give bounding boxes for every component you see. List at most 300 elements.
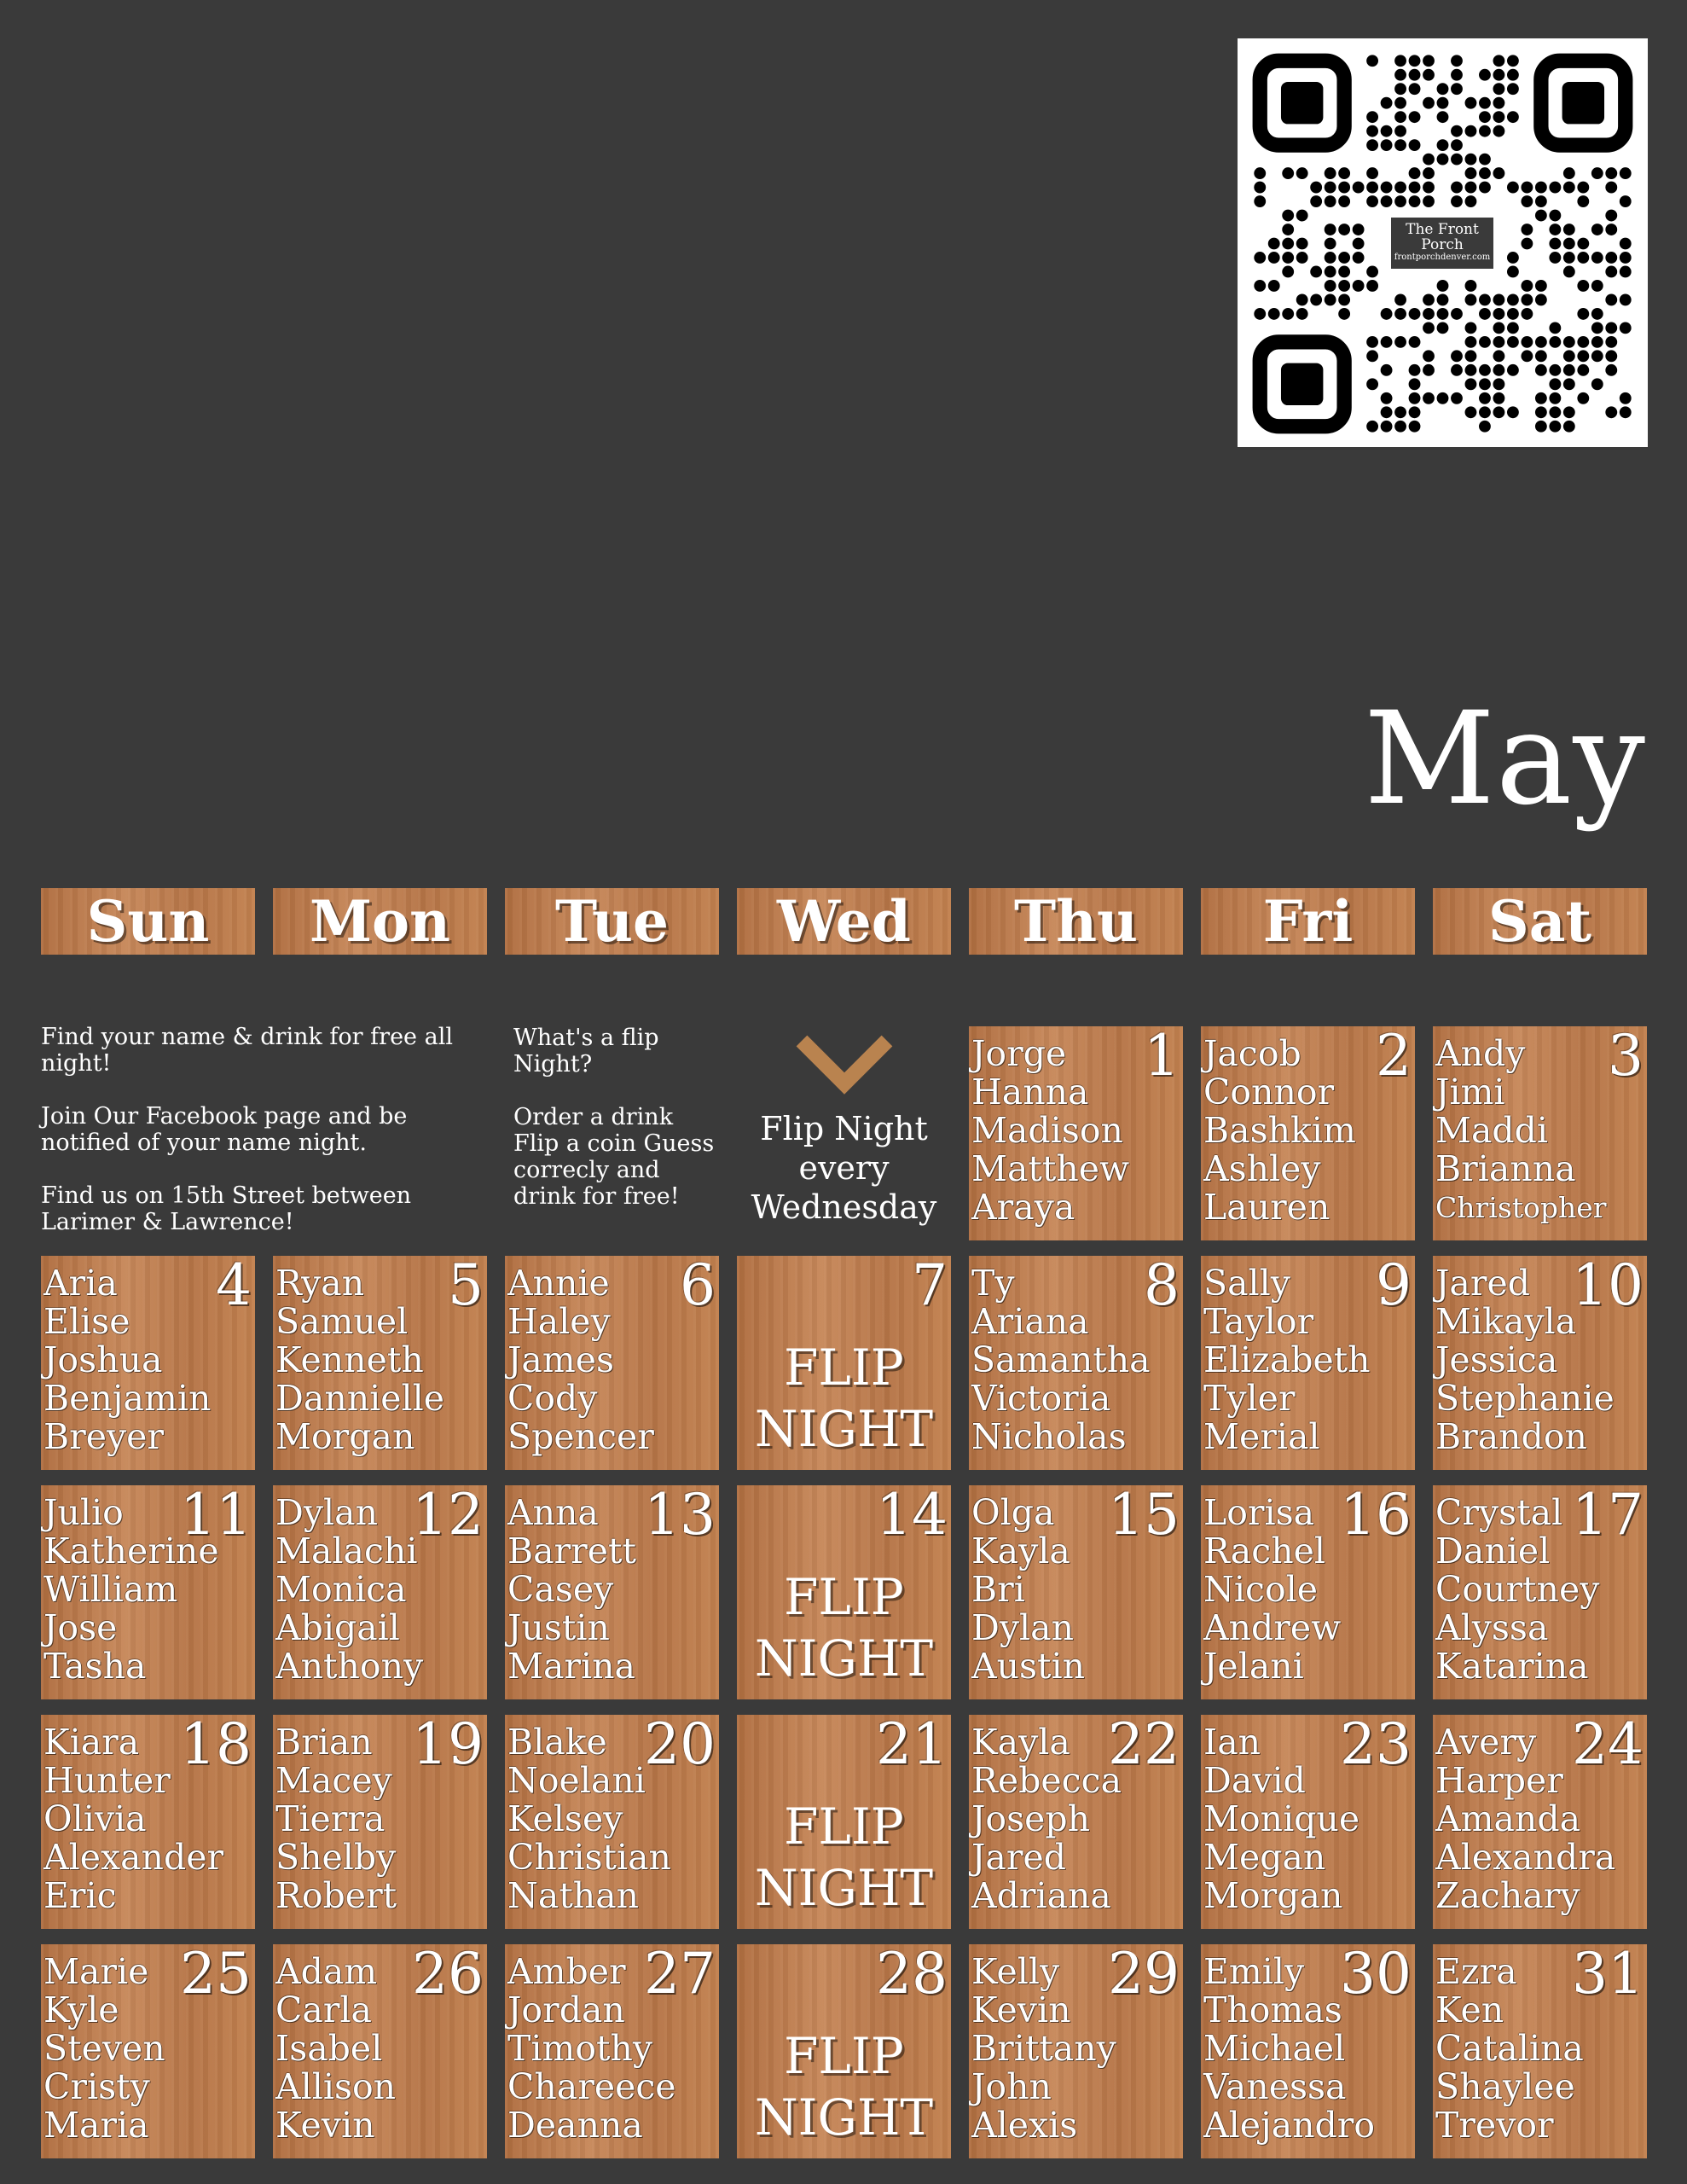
qr-module	[1535, 280, 1547, 292]
qr-module	[1451, 154, 1463, 166]
qr-module	[1493, 406, 1505, 418]
qr-module	[1479, 378, 1491, 390]
qr-module	[1338, 252, 1350, 264]
name-list	[275, 1723, 397, 1915]
qr-module	[1409, 378, 1421, 390]
qr-module	[1465, 364, 1477, 376]
qr-module	[1521, 280, 1533, 292]
name-list	[1435, 1494, 1599, 1686]
name-item: Marie	[43, 1951, 149, 1992]
name-item: Dylan	[275, 1492, 378, 1533]
qr-module	[1577, 238, 1589, 250]
qr-module	[1325, 252, 1336, 264]
qr-module	[1620, 238, 1632, 250]
name-item: Kayla	[971, 1722, 1070, 1763]
qr-module	[1535, 195, 1547, 207]
name-item: Kelsey	[507, 1798, 623, 1839]
qr-module	[1338, 308, 1350, 320]
qr-module	[1394, 336, 1406, 348]
name-item: Maddi	[1435, 1110, 1549, 1151]
qr-module	[1493, 69, 1505, 81]
name-item: Jessica	[1435, 1339, 1558, 1380]
qr-module	[1591, 378, 1603, 390]
qr-module	[1493, 378, 1505, 390]
qr-module	[1465, 294, 1477, 306]
qr-module	[1381, 308, 1393, 320]
flip-night-word: NIGHT	[754, 2088, 934, 2146]
name-item: Austin	[971, 1646, 1086, 1687]
qr-module	[1535, 336, 1547, 348]
qr-module	[1409, 139, 1421, 151]
name-item: Tierra	[275, 1798, 386, 1839]
qr-module	[1563, 182, 1575, 194]
name-item: Timothy	[507, 2028, 653, 2069]
qr-module	[1338, 280, 1350, 292]
qr-module	[1521, 195, 1533, 207]
name-item: Hunter	[43, 1760, 171, 1801]
qr-module	[1353, 252, 1365, 264]
name-item: Thomas	[1203, 1989, 1342, 2030]
qr-module	[1451, 364, 1463, 376]
qr-module	[1423, 195, 1435, 207]
info-free-drink: Find your name & drink for free all night!	[41, 1024, 453, 1077]
qr-module	[1437, 294, 1449, 306]
qr-module	[1465, 125, 1477, 137]
day-number: 23	[1340, 1715, 1412, 1777]
qr-module	[1577, 392, 1589, 404]
qr-module	[1338, 182, 1350, 194]
qr-module	[1465, 378, 1477, 390]
qr-module	[1535, 182, 1547, 194]
qr-module	[1423, 167, 1435, 179]
name-item: Jorge	[971, 1033, 1067, 1074]
qr-module	[1605, 406, 1617, 418]
qr-module	[1366, 378, 1378, 390]
day-cell-25	[41, 1944, 255, 2158]
name-item: Madison	[971, 1110, 1123, 1151]
name-item: James	[507, 1339, 615, 1380]
name-item: Chareece	[507, 2066, 676, 2107]
qr-module	[1549, 421, 1561, 433]
flip-night-word: NIGHT	[754, 1629, 934, 1687]
qr-module	[1282, 167, 1294, 179]
day-number: 3	[1608, 1026, 1644, 1089]
qr-module	[1479, 392, 1491, 404]
name-item: Rebecca	[971, 1760, 1122, 1801]
name-item: Noelani	[507, 1760, 646, 1801]
qr-module	[1282, 266, 1294, 278]
day-number: 28	[876, 1944, 948, 2007]
name-list	[507, 1264, 654, 1456]
name-list	[275, 1264, 444, 1456]
qr-module	[1282, 308, 1294, 320]
qr-module	[1605, 336, 1617, 348]
name-item: Harper	[1435, 1760, 1563, 1801]
qr-module	[1507, 364, 1519, 376]
day-number: 11	[180, 1485, 252, 1548]
qr-module	[1366, 111, 1378, 123]
qr-module	[1451, 139, 1463, 151]
day-number: 6	[680, 1256, 716, 1318]
name-item: Jacob	[1203, 1033, 1301, 1074]
day-number: 1	[1144, 1026, 1180, 1089]
name-item: Stephanie	[1435, 1378, 1615, 1419]
weekday-header-tue: Tue	[505, 888, 719, 955]
name-list	[1203, 1723, 1359, 1915]
qr-module	[1409, 421, 1421, 433]
name-item: Kevin	[275, 2105, 375, 2146]
qr-module	[1338, 266, 1350, 278]
qr-module	[1563, 266, 1575, 278]
day-cell-16	[1201, 1485, 1415, 1699]
qr-module	[1479, 421, 1491, 433]
qr-module	[1493, 55, 1505, 67]
name-item: Morgan	[275, 1416, 415, 1457]
weekday-header-sat: Sat	[1433, 888, 1647, 955]
qr-module	[1620, 195, 1632, 207]
qr-module	[1254, 167, 1266, 179]
name-item: Aria	[43, 1263, 118, 1304]
name-list	[507, 1723, 671, 1915]
qr-module	[1521, 350, 1533, 362]
qr-module	[1493, 308, 1505, 320]
day-number: 26	[412, 1944, 484, 2007]
qr-module	[1394, 69, 1406, 81]
qr-module	[1605, 167, 1617, 179]
name-item: Tyler	[1203, 1378, 1296, 1419]
flip-night-word: FLIP	[784, 1798, 904, 1856]
qr-module	[1591, 336, 1603, 348]
qr-module	[1493, 111, 1505, 123]
day-cell-12	[273, 1485, 487, 1699]
qr-module	[1282, 210, 1294, 222]
qr-module	[1605, 224, 1617, 235]
qr-module	[1423, 182, 1435, 194]
qr-module	[1479, 294, 1491, 306]
qr-module	[1366, 125, 1378, 137]
qr-module	[1563, 167, 1575, 179]
qr-module	[1493, 350, 1505, 362]
name-list	[43, 1953, 165, 2145]
day-cell-20	[505, 1715, 719, 1929]
day-number: 22	[1108, 1715, 1180, 1777]
name-list	[1435, 1953, 1584, 2145]
qr-module	[1591, 322, 1603, 334]
qr-module	[1394, 111, 1406, 123]
qr-module	[1381, 97, 1393, 109]
day-number: 31	[1572, 1944, 1644, 2007]
qr-module	[1366, 55, 1378, 67]
qr-module	[1577, 280, 1589, 292]
name-item: Annie	[507, 1263, 610, 1304]
name-item: John	[971, 2066, 1052, 2107]
name-item: Araya	[971, 1187, 1075, 1228]
qr-module	[1591, 167, 1603, 179]
day-cell-7	[737, 1256, 951, 1470]
qr-module	[1549, 210, 1561, 222]
day-cell-6	[505, 1256, 719, 1470]
name-item: Christopher	[1435, 1191, 1607, 1224]
qr-module	[1394, 182, 1406, 194]
qr-module	[1437, 392, 1449, 404]
qr-module	[1310, 266, 1322, 278]
name-item: Zachary	[1435, 1875, 1580, 1916]
qr-module	[1381, 336, 1393, 348]
qr-finder-eye	[1281, 363, 1323, 405]
qr-module	[1394, 406, 1406, 418]
name-item: William	[43, 1569, 178, 1610]
name-item: Brianna	[1435, 1148, 1576, 1189]
day-cell-2	[1201, 1026, 1415, 1240]
info-flip-question: What's a flip Night?	[513, 1025, 659, 1077]
qr-module	[1423, 55, 1435, 67]
qr-module	[1338, 294, 1350, 306]
qr-module	[1437, 97, 1449, 109]
qr-module	[1605, 322, 1617, 334]
flip-night-word: FLIP	[784, 2027, 904, 2085]
qr-module	[1451, 83, 1463, 95]
qr-module	[1254, 195, 1266, 207]
name-item: Spencer	[507, 1416, 654, 1457]
qr-module	[1549, 406, 1561, 418]
weekday-header-fri: Fri	[1201, 888, 1415, 955]
qr-module	[1605, 294, 1617, 306]
name-item: Morgan	[1203, 1875, 1343, 1916]
qr-module	[1535, 421, 1547, 433]
qr-module	[1409, 406, 1421, 418]
qr-module	[1577, 195, 1589, 207]
qr-module	[1620, 406, 1632, 418]
name-list	[1435, 1035, 1607, 1227]
name-item: Nicole	[1203, 1569, 1319, 1610]
name-item: David	[1203, 1760, 1306, 1801]
name-item: Kenneth	[275, 1339, 424, 1380]
day-number: 4	[216, 1256, 252, 1318]
day-cell-4	[41, 1256, 255, 1470]
qr-module	[1381, 139, 1393, 151]
day-cell-10	[1433, 1256, 1647, 1470]
day-number: 24	[1572, 1715, 1644, 1777]
qr-module	[1296, 210, 1308, 222]
day-number: 15	[1108, 1485, 1180, 1548]
flip-night-word: FLIP	[784, 1568, 904, 1626]
qr-module	[1296, 167, 1308, 179]
qr-module	[1507, 182, 1519, 194]
flip-night-label	[737, 2025, 951, 2148]
qr-code[interactable]	[1238, 38, 1648, 447]
qr-module	[1507, 406, 1519, 418]
name-item: Adam	[275, 1951, 378, 1992]
name-item: Bashkim	[1203, 1110, 1356, 1151]
qr-module	[1338, 195, 1350, 207]
qr-module	[1493, 125, 1505, 137]
name-item: Cody	[507, 1378, 598, 1419]
qr-module	[1479, 167, 1491, 179]
qr-module	[1310, 195, 1322, 207]
name-list	[1435, 1264, 1615, 1456]
name-item: Lauren	[1203, 1187, 1330, 1228]
qr-module	[1353, 280, 1365, 292]
qr-module	[1563, 224, 1575, 235]
qr-module	[1507, 336, 1519, 348]
day-number: 20	[644, 1715, 716, 1777]
name-item: Nicholas	[971, 1416, 1127, 1457]
qr-module	[1254, 308, 1266, 320]
name-list	[507, 1953, 676, 2145]
name-item: Elizabeth	[1203, 1339, 1371, 1380]
qr-module	[1535, 294, 1547, 306]
qr-module	[1465, 182, 1477, 194]
name-item: Ryan	[275, 1263, 365, 1304]
name-item: Vanessa	[1203, 2066, 1347, 2107]
qr-module	[1549, 224, 1561, 235]
qr-module	[1325, 224, 1336, 235]
name-item: Jimi	[1435, 1072, 1505, 1112]
qr-module	[1507, 308, 1519, 320]
name-item: Christian	[507, 1837, 671, 1878]
qr-finder-eye	[1562, 82, 1604, 124]
qr-module	[1479, 364, 1491, 376]
qr-module	[1493, 364, 1505, 376]
qr-module	[1296, 238, 1308, 250]
info-block-left	[41, 1024, 467, 1262]
qr-module	[1493, 83, 1505, 95]
flip-night-label	[737, 1566, 951, 1689]
day-cell-31	[1433, 1944, 1647, 2158]
name-item: Monica	[275, 1569, 407, 1610]
qr-module	[1535, 406, 1547, 418]
qr-finder-eye	[1281, 82, 1323, 124]
day-number: 17	[1572, 1485, 1644, 1548]
name-item: Victoria	[971, 1378, 1111, 1419]
name-list	[1203, 1494, 1341, 1686]
day-cell-9	[1201, 1256, 1415, 1470]
name-item: Brandon	[1435, 1416, 1587, 1457]
day-number: 9	[1376, 1256, 1412, 1318]
name-list	[971, 1264, 1151, 1456]
weekday-header-wed: Wed	[737, 888, 951, 955]
name-list	[43, 1264, 211, 1456]
qr-module	[1437, 111, 1449, 123]
name-item: Benjamin	[43, 1378, 212, 1419]
name-item: Eric	[43, 1875, 117, 1916]
name-item: Robert	[275, 1875, 397, 1916]
name-item: Katarina	[1435, 1646, 1589, 1687]
name-item: Shelby	[275, 1837, 397, 1878]
name-item: Casey	[507, 1569, 614, 1610]
day-cell-26	[273, 1944, 487, 2158]
day-cell-19	[273, 1715, 487, 1929]
qr-module	[1437, 83, 1449, 95]
qr-module	[1577, 308, 1589, 320]
month-title: May	[1364, 685, 1646, 834]
qr-module	[1325, 195, 1336, 207]
name-item: Steven	[43, 2028, 165, 2069]
name-item: Andy	[1435, 1033, 1526, 1074]
qr-module	[1381, 182, 1393, 194]
name-item: Catalina	[1435, 2028, 1584, 2069]
name-item: Abigail	[275, 1607, 400, 1648]
day-cell-29	[969, 1944, 1183, 2158]
name-item: Samantha	[971, 1339, 1151, 1380]
qr-module	[1451, 350, 1463, 362]
qr-module	[1381, 406, 1393, 418]
name-item: Connor	[1203, 1072, 1335, 1112]
name-item: Kelly	[971, 1951, 1060, 1992]
qr-module	[1620, 266, 1632, 278]
qr-module	[1479, 406, 1491, 418]
name-item: Barrett	[507, 1531, 636, 1571]
qr-module	[1591, 252, 1603, 264]
qr-module	[1409, 55, 1421, 67]
name-item: Ian	[1203, 1722, 1261, 1763]
name-item: Jared	[971, 1837, 1066, 1878]
day-number: 21	[876, 1715, 948, 1777]
name-item: Megan	[1203, 1837, 1326, 1878]
name-list	[1203, 1264, 1371, 1456]
day-number: 5	[448, 1256, 484, 1318]
qr-module	[1479, 69, 1491, 81]
weekday-header-sun: Sun	[41, 888, 255, 955]
name-item: Breyer	[43, 1416, 165, 1457]
qr-module	[1366, 350, 1378, 362]
name-list	[971, 1494, 1085, 1686]
day-number: 10	[1572, 1256, 1644, 1318]
qr-module	[1535, 210, 1547, 222]
name-list	[1435, 1723, 1615, 1915]
info-flip-answer: Order a drink Flip a coin Guess correcly and drink for free!	[513, 1104, 715, 1210]
qr-module	[1338, 167, 1350, 179]
name-item: Olivia	[43, 1798, 147, 1839]
qr-module	[1451, 392, 1463, 404]
day-cell-24	[1433, 1715, 1647, 1929]
flip-night-note	[737, 1034, 951, 1227]
qr-module	[1465, 280, 1477, 292]
qr-module	[1605, 252, 1617, 264]
name-item: Anna	[507, 1492, 599, 1533]
qr-module	[1521, 182, 1533, 194]
qr-logo-title: The Front Porch	[1406, 221, 1479, 253]
qr-module	[1549, 182, 1561, 194]
day-cell-22	[969, 1715, 1183, 1929]
name-list	[275, 1494, 423, 1686]
qr-module	[1507, 69, 1519, 81]
name-item: Deanna	[507, 2105, 643, 2146]
name-item: Kevin	[971, 1989, 1071, 2030]
qr-module	[1423, 154, 1435, 166]
qr-module	[1268, 252, 1280, 264]
day-cell-23	[1201, 1715, 1415, 1929]
name-item: Daniel	[1435, 1531, 1551, 1571]
qr-module	[1577, 336, 1589, 348]
name-item: Anthony	[275, 1646, 424, 1687]
qr-module	[1381, 364, 1393, 376]
name-list	[43, 1494, 219, 1686]
qr-module	[1423, 392, 1435, 404]
qr-module	[1409, 69, 1421, 81]
qr-module	[1394, 195, 1406, 207]
name-item: Alejandro	[1203, 2105, 1376, 2146]
qr-module	[1591, 224, 1603, 235]
name-item: Jordan	[507, 1989, 625, 2030]
qr-module	[1591, 308, 1603, 320]
qr-module	[1409, 182, 1421, 194]
qr-module	[1381, 392, 1393, 404]
weekday-header-thu: Thu	[969, 888, 1183, 955]
name-item: Katherine	[43, 1531, 219, 1571]
qr-module	[1325, 294, 1336, 306]
day-number: 25	[180, 1944, 252, 2007]
